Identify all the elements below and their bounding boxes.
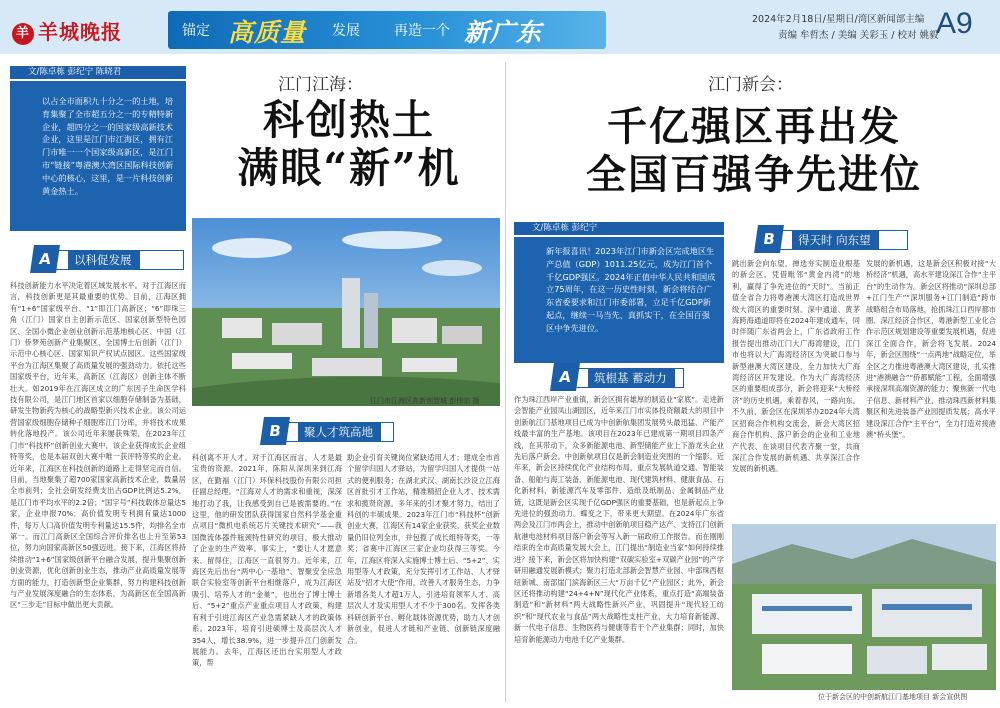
left-photo-credit: 彭伟宗 摄 — [449, 397, 480, 405]
right-summary-box: 新年报喜讯！2023年江门市新会区完成地区生产总值（GDP）1011.25亿元，成为江门首个千亿GDP强区。2024年正值中华人民共和国成立75周年，在这一历史性时刻，新会将结合广东省委要求和江门市委部署，立足千亿GDP新起点，继续一马当先、真抓实干，在全国百强区中争先进位。 — [514, 237, 724, 363]
page-number: A9 — [936, 7, 973, 40]
right-headline-line-1: 千亿强区再出发 — [607, 103, 901, 150]
newspaper-masthead — [12, 16, 122, 45]
right-section-b-header — [758, 230, 908, 250]
right-headline-line-2: 全国百强争先进位 — [586, 151, 922, 198]
banner-word-4: 再造一个 — [394, 23, 450, 39]
banner-word-1: 锚定 — [182, 23, 210, 39]
right-column-3-body: 发展的新机遇，这是新会区积极对接“大桥经济”机遇，高水平建设深江合作“主平台”的生动作为。新会区将推动“深圳总部+江门生产”“深圳服务+江门制造”跨市战略组合布局落地，抢抓珠江口西岸都市圈、深江经济合作区，粤港新型工业化合作示范区规划建设等重要发展机遇，促进深江全面合作，新会将飞发展。2024年，新会区围绕“一点两地”战略定位，举全区之力推进粤港澳大湾区建设，扎实推进“港澳融合”“侨都赋能”工程，全面增强承接深圳高端资源的能力；聚焦新一代电子信息、新材料产业，推动珠西新材料集聚区和先进装备产业园提质发展；高水平建设深江合作“主平台”，全力打造对接港澳“桥头堡”。 — [866, 259, 996, 440]
left-section-b-header — [264, 422, 394, 442]
left-headline-line-2: 满眼“新”机 — [237, 144, 461, 192]
page-header — [0, 0, 1000, 54]
banner-word-3: 发展 — [332, 23, 360, 39]
right-photo-credit: 新会宣供图 — [932, 693, 968, 701]
left-kicker: 江门江海： — [278, 75, 363, 95]
left-summary-box: 以占全市面积九十分之一的土地，培育集聚了全市超五分之一的专精特新企业，超四分之一的国家级高新技术企业，这里是江门市江海区，拥有江门市唯一一个国家级高新区，是江门市“链接”粤港澳大湾区国际科技创新中心的核心，这里，是一片科技创新黄金热土。 — [10, 81, 186, 231]
left-section-a-header — [34, 250, 184, 270]
section-a-title: 筑根基 蓄动力 — [588, 368, 675, 388]
cityscape-illustration — [192, 218, 500, 406]
left-photo-caption-text: 江门市江海区高新创智城 — [370, 397, 447, 405]
section-a-icon: A — [30, 245, 60, 273]
banner-word-2: 高质量 — [228, 18, 307, 47]
right-photo-caption — [818, 692, 967, 702]
theme-banner — [168, 11, 606, 49]
right-kicker: 江门新会： — [708, 75, 793, 95]
banner-word-5: 新广东 — [464, 18, 543, 47]
issue-date: 2024年2月18日/星期日/湾区新闻部主编 — [752, 14, 925, 25]
left-author-bar: 文/陈卓栋 彭纪宁 陈晓君 — [10, 66, 186, 79]
section-a-title: 以科促发展 — [68, 250, 140, 270]
section-b-title: 聚人才筑高地 — [298, 422, 381, 442]
right-photo-battery-base — [732, 524, 996, 690]
left-headline-line-1: 科创热土 — [263, 96, 435, 144]
right-column-1-body: 作为珠江西岸产业重镇，新会区拥有雄厚的制造业“家底”。走进新会智能产业园凤山湖园区，近年来江门市实体投资额最大的项目中创新航江门基地项目已成为中创新航集团发展势头最迅猛、产能产线最丰富的生产基地。该项目在2023年已建成第一期项目四条产线，在其带动下，众多新能源电池、新型储能产业上下游龙头企业先后落户新会。中创新航项目仅是新会制造业突围的一个缩影。近年来，新会区持续优化产业结构布局，重点发展轨道交通、智能装备、船舶与海工装备、新能源电池、现代建筑材料、健康食品、石化新材料、新能源汽车及零部件、造纸及纸制品、金属制品产业链，这既是新会区实现千亿GDP强区的重要基础，也是新起点上争先进位的强劲动力。蝶变之下，带来更大期望。在2024年广东省两会及江门市两会上，推动中创新航项目稳产达产、支持江门创新航港电池材料项目落户新会等写入新一届政府工作报告。而在刚刚结束的全市高质量发展大会上，江门提出“制造业当家”如何持续推进？接下来，新会区将加快构建“双碳实验室+双碳产业园”的产学研用融通发展新模式；聚力打造北部新会智慧产业园、中部珠西枢纽新城、南部崖门滨海新区三大“万亩千亿”产业园区；此外，新会区还将推动构建“24+4+N”现代化产业体系，重点打造“高端装备制造”和“新材料”两大战略性新兴产业，巩固提升“现代轻工纺织”和“现代农业与食品”两大战略性支柱产业，大力培育新能源、新一代电子信息、生物医药与健康等若干个产业集群；同时，加快培育新能源动力电池千亿产业集群。 — [514, 395, 724, 644]
right-author-bar: 文/陈卓栋 彭纪宁 — [514, 222, 724, 235]
masthead-text: 羊城晚报 — [38, 20, 122, 44]
section-b-icon: B — [260, 417, 290, 445]
left-column-3-body: 助企业引育关键岗位紧缺适用人才；建成全市首个留学归国人才驿站，为留学归国人才提供一站式的便利服务；在湖北武汉、湖南长沙设立江海区首批引才工作站，精准精招企业人才、技术需求和揽贤资源。多年来的引才聚才努力，结出了科创的丰硕成果。2023年江门市“科技杯”创新创业大赛，江海区有14家企业获奖，获奖企业数量仍旧位列全市，并包揽了成长组特等奖，一等奖；省赛中江海区三家企业均获得三等奖。今年，江海区将深入实施博士博士后、“5+2”、实用型等人才政策，充分发挥引才工作站、人才驿站及“招才大使”作用，改善人才服务生态，力争新增各类人才超1万人，引进培育领军人才、高层次人才及实用型人才不少于300名。发挥各类科研创新平台、孵化载体资源优势，助力人才创新创业，促进人才链和产业链、创新链深度融合。 — [347, 453, 500, 645]
industrial-park-illustration — [732, 524, 996, 690]
section-b-title: 得天时 向东望 — [792, 230, 879, 250]
editor-credits: 责编 牟哲杰 / 美编 关彩玉 / 校对 姚毅 — [778, 30, 939, 41]
left-column-2-body: 科创离不开人才。对于江海区而言，人才是最宝贵的资源。2021年，陈阳从深圳来到江海区，在勤福（江门）环保科技股份有限公司担任副总经理。“江海对人才的需求和重视，深深地打动了我，让我感受到自己是被需要的。”在这里，他的研发团队获得国家自然科学基金重点项目“微机电系统芯片关键技术研究”——我国微流体器件瓶颈特性研究的项目，极大推动了企业的生产效率。事实上，“要让人才愿意来、留得住，江海区一直很努力。近年来，江海区先后出台“两中心一基地”、智聚安全应急联合实验室等创新平台相继落户，成为江海区吸引、培养人才的“金巢”，也出台了博士博士后、“5+2”重点产业重点项目人才政策，构建有利于引进江海区产业急需紧缺人才的政策体系。2023年，培育引进硕博士及高层次人才354人，增长38.9%，进一步提升江门创新发展能力。去年，江海区还出台实用型人才政策，帮 — [192, 453, 342, 668]
masthead-logo-icon: 羊 — [12, 23, 34, 45]
left-photo-hightech-city — [192, 218, 500, 406]
left-column-1-body: 科技创新能力水平决定着区域发展水平。对于江海区而言，科技创新更是其最重要的优势。目前，江海区拥有“1+6”国家级平台、“1”即江门高新区；“6”即珠三角（江门）国家自主创新示范区、国家创新型特色园区、全国小微企业创业创新示范基地核心区、中国（江门）侨梦苑创新产业集聚区、全国博士后创新（江门）示范中心核心区、国家知识产权试点园区。这些国家级平台为江海区集聚了高质量发展的强劲动力。依托这些国家级平台，近年来，高新区（江海区）创新主体不断壮大。如2019年在江海区成立的广东因子生命医学科技有限公司，是江门地区首家以细胞存储制备为基础，研发生物新药为核心的战略型新兴技术企业。该公司运营国家级细胞存储种子细胞库江门分库，并将技术成果转化落地投产。该公司近年来屡获殊荣，在2023年江门市“科技杯”创新创业大赛中，该企业获得成长企业组特等奖，也是本届双创大赛中唯一获评特等奖的企业。近年来，江海区在科技创新的道路上走得坚定而自信。目前，当地聚集了超700家国家高新技术企业，数量居全市前列；全社会研发经费支出占GDP比例达5.2%，是江门市平均水平的2.2倍；“国字号”科技载体总量达5家，企业申报70%；高价值发明专利拥有量达1000件，每万人口高价值发明专利量达15.5件，均排名全市第一。而江门高新区全国综合评价排名也上升至第53位，努力向国家高新区50强迈进。接下来，江海区将持续推动“1+6”国家级创新平台融合发展，提升集聚创新创业资源，优化创新创业生态，推动产业高质量发展等方面的能力，打造创新型企业集群，努力构建科技创新与产业发展深度融合的生态体系，为高新区在全国高新区“三步走”目标中做出更大贡献。 — [10, 281, 186, 610]
right-photo-caption-text: 位于新会区的中创新航江门基地项目 — [818, 693, 930, 701]
right-column-2-body: 跳出新会向东望，掸选夯实制造业根基的新会区，凭借毗邻“黄金内湾”的地利，赢得了争先进位的“天时”。当前正值全省合力将粤港澳大湾区打造成世界级大湾区的重要时刻。深中通道、黄茅海跨海通道即将在2024年建成通车，同时伴随广东省两会上，广东省政府工作报告提出推动江门大广海湾建设，江门市也将以大广海湾经济区为突破口参与新型港澳大湾区建设，全力加快大广海湾经济区开发建设。作为大广海湾经济区的重要组成部分，新会将迎来“大桥经济”的历史机遇。乘着春风，一路向东。不久前，新会区在深圳举办2024年大湾区招商合作机构交流会，新会大湾区招商合作机构、落户新会的企业和工业地产代表、在谈项目代表齐聚一堂，共商深江合作发展的新机遇、共享深江合作发展的新机遇。 — [732, 259, 860, 474]
section-a-icon: A — [550, 363, 580, 391]
section-b-icon: B — [754, 225, 784, 253]
left-photo-caption — [370, 396, 479, 406]
column-divider — [505, 62, 506, 702]
right-section-a-header — [554, 368, 684, 388]
